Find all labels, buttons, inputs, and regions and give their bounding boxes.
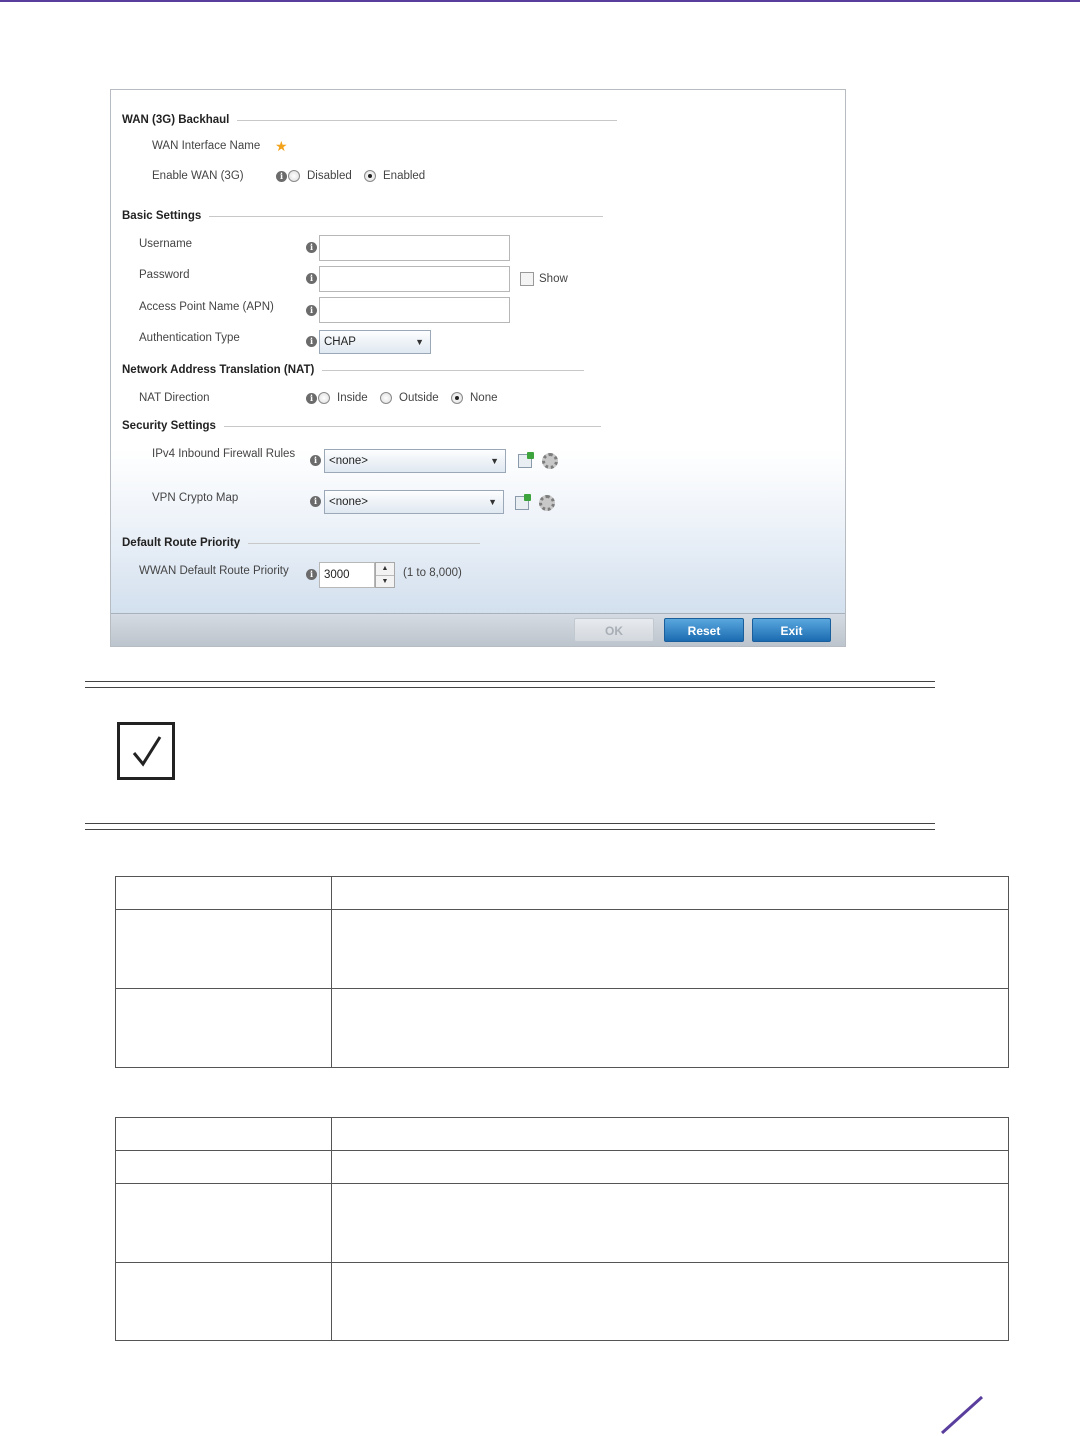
password-label: Password [139,269,190,281]
top-accent-rule [0,0,1080,2]
note-bottom-rule [85,823,935,830]
security-settings-section [122,420,601,432]
info-icon[interactable]: i [276,171,287,182]
chevron-down-icon: ▼ [415,337,424,347]
info-icon[interactable]: i [306,242,317,253]
username-input[interactable] [319,235,510,261]
wwan-priority-range: (1 to 8,000) [403,567,462,579]
route-priority-heading: Default Route Priority [122,537,241,549]
ok-button[interactable]: OK [574,618,654,642]
basic-settings-section [122,210,603,222]
wwan-priority-input[interactable]: 3000 [319,562,375,588]
enable-wan-disabled-radio[interactable] [288,170,300,182]
enable-wan-label: Enable WAN (3G) [152,170,244,182]
basic-settings-heading: Basic Settings [122,210,202,222]
show-password-label: Show [539,273,568,285]
table-header-row [116,1118,1009,1151]
gear-icon[interactable] [542,453,558,469]
apn-input[interactable] [319,297,510,323]
table-row [116,910,1009,989]
auth-type-value: CHAP [324,336,356,348]
security-settings-heading: Security Settings [122,420,216,432]
table-row [116,989,1009,1068]
required-star-icon: ★ [275,138,288,154]
nat-none-radio[interactable] [451,392,463,404]
route-priority-section [122,537,480,549]
page-corner-slash-icon [940,1395,984,1435]
spinner-up-icon[interactable]: ▲ [381,565,389,572]
nat-outside-radio[interactable] [380,392,392,404]
apn-label: Access Point Name (APN) [139,301,274,313]
wan-backhaul-section [122,114,617,126]
auth-type-label: Authentication Type [139,332,240,344]
wan-interface-label: WAN Interface Name [152,140,261,152]
info-icon[interactable]: i [306,569,317,580]
info-icon[interactable]: i [310,496,321,507]
ipv4-firewall-select[interactable] [324,449,506,473]
auth-type-select[interactable] [319,330,431,354]
gear-icon[interactable] [539,495,555,511]
nat-section [122,364,584,376]
enable-wan-enabled-radio[interactable] [364,170,376,182]
chevron-down-icon: ▼ [490,456,499,466]
wan-backhaul-heading: WAN (3G) Backhaul [122,114,230,126]
info-icon[interactable]: i [306,305,317,316]
nat-inside-radio[interactable] [318,392,330,404]
table-row [116,1151,1009,1184]
username-label: Username [139,238,193,250]
table-row [116,1263,1009,1341]
nat-none-label: None [470,392,498,404]
vpn-crypto-map-value: <none> [329,496,369,508]
ipv4-firewall-label: IPv4 Inbound Firewall Rules [152,448,296,460]
table-header-row [116,877,1009,910]
spinner-down-icon[interactable]: ▼ [376,575,394,587]
enable-wan-disabled-label: Disabled [307,170,352,182]
show-password-checkbox[interactable] [520,272,534,286]
wwan-priority-label: WWAN Default Route Priority [139,565,289,577]
wan-3g-config-panel [110,89,846,647]
panel-footer [111,613,846,646]
add-policy-icon[interactable] [518,454,532,468]
checkmark-icon [117,722,175,780]
info-icon[interactable]: i [306,336,317,347]
parameter-table-2 [115,1117,1009,1341]
info-icon[interactable]: i [310,455,321,466]
table-row [116,1184,1009,1263]
add-policy-icon[interactable] [515,496,529,510]
vpn-crypto-map-label: VPN Crypto Map [152,492,239,504]
password-input[interactable] [319,266,510,292]
reset-button[interactable]: Reset [664,618,744,642]
wwan-priority-spinner[interactable] [375,562,395,588]
exit-button[interactable]: Exit [752,618,831,642]
parameter-table-1 [115,876,1009,1068]
nat-inside-label: Inside [337,392,368,404]
chevron-down-icon: ▼ [488,497,497,507]
info-icon[interactable]: i [306,273,317,284]
ipv4-firewall-value: <none> [329,455,369,467]
nat-outside-label: Outside [399,392,439,404]
note-top-rule [85,681,935,688]
vpn-crypto-map-select[interactable] [324,490,504,514]
info-icon[interactable]: i [306,393,317,404]
enable-wan-enabled-label: Enabled [383,170,426,182]
nat-heading: Network Address Translation (NAT) [122,364,315,376]
nat-direction-label: NAT Direction [139,392,210,404]
